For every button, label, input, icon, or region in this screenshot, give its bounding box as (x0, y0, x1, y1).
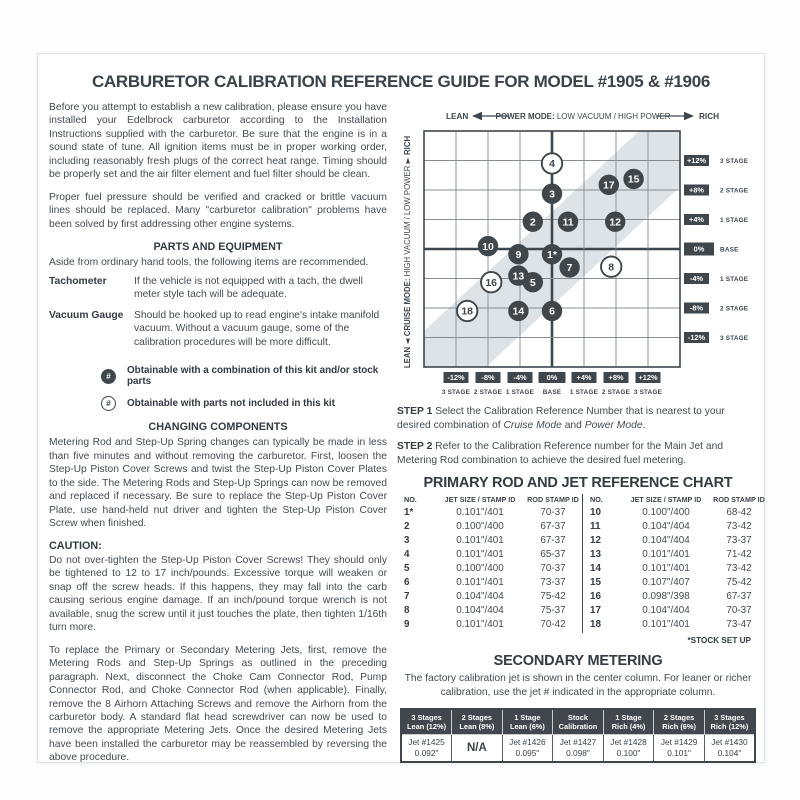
content-columns (49, 101, 765, 774)
svg-text:7: 7 (566, 262, 573, 275)
calibration-point (542, 153, 562, 173)
calibration-point (542, 183, 562, 203)
table-cell: 17 (583, 605, 623, 619)
step-paragraph: STEP 1 Select the Calibration Reference Number that is nearest to your desired combination of Cruise Mode and Power Mode. (397, 406, 725, 431)
svg-text:1 STAGE: 1 STAGE (720, 216, 749, 224)
svg-text:9: 9 (515, 248, 522, 261)
table-cell: 73-37 (540, 577, 566, 589)
right-column (397, 101, 765, 774)
header-line2: Lean (8%) (459, 722, 495, 732)
calibration-point (523, 212, 543, 232)
svg-text:+4%: +4% (576, 373, 592, 383)
jet-number: Jet #1426 (509, 737, 546, 748)
svg-text:8: 8 (608, 261, 615, 274)
svg-text:13: 13 (512, 270, 525, 283)
table-cell: 0.104"/404 (642, 535, 690, 547)
svg-text:-4%: -4% (513, 373, 527, 383)
primary-header-row (397, 494, 768, 507)
svg-text:2 STAGE: 2 STAGE (720, 187, 749, 195)
parts-item-desc: If the vehicle is not equipped with a tach, the dwell meter style tach will be adequate. (134, 275, 363, 301)
table-cell: 0.104"/404 (456, 591, 504, 603)
parts-item (49, 275, 387, 302)
header-line2: Rich (4%) (611, 722, 646, 732)
secondary-jet-cell (704, 734, 755, 762)
svg-text:14: 14 (512, 305, 525, 318)
table-cell: 67-37 (726, 591, 752, 603)
svg-text:1*: 1* (547, 248, 557, 261)
header-line1: Stock (567, 712, 589, 722)
secondary-body-row (401, 734, 755, 762)
svg-text:18: 18 (461, 305, 474, 318)
parts-intro: Aside from ordinary hand tools, the following items are recommended. (49, 257, 369, 269)
parts-item (49, 309, 387, 349)
svg-text:11: 11 (562, 216, 574, 229)
header-line2: Rich (12%) (710, 722, 749, 732)
primary-header-cell: NO. (583, 494, 623, 507)
secondary-jet-cell (553, 734, 604, 762)
jet-size: 0.100" (616, 748, 641, 759)
power-mode-axis-label (446, 112, 719, 121)
svg-text:16: 16 (485, 276, 498, 289)
table-cell: 73-47 (726, 619, 752, 631)
jet-size: 0.104" (717, 748, 742, 759)
table-cell: 12 (583, 535, 623, 549)
legend-row (101, 365, 387, 387)
secondary-jet-cell (401, 734, 452, 762)
table-row (397, 521, 768, 535)
table-cell: 0.100"/400 (456, 563, 504, 575)
secondary-header-cell (553, 709, 604, 734)
svg-text:5: 5 (529, 276, 536, 289)
secondary-header-cell (704, 709, 755, 734)
svg-text:2 STAGE: 2 STAGE (473, 389, 503, 396)
step-paragraph: STEP 2 Refer to the Calibration Reference number for the Main Jet and Metering Rod combination to achieve the desired fuel metering. (397, 441, 724, 466)
table-row (397, 591, 768, 605)
jet-size: 0.098" (566, 748, 590, 759)
svg-text:3 STAGE: 3 STAGE (720, 334, 749, 342)
legend-row (101, 396, 387, 411)
header-line2: Lean (6%) (509, 722, 545, 732)
table-row (397, 605, 768, 619)
legend-label: Obtainable with parts not included in this kit (127, 398, 335, 410)
page-title: CARBURETOR CALIBRATION REFERENCE GUIDE FOR MODEL #1905 & #1906 (91, 72, 711, 91)
intro-paragraph-2: Proper fuel pressure should be verified and cracked or brittle vacuum lines should be replaced. Many "carburetor calibration" problems have been solved by first addressing other engine systems. (49, 191, 387, 230)
jet-number: Jet #1429 (660, 737, 698, 748)
header-line2: Rich (6%) (662, 722, 696, 732)
svg-text:+12%: +12% (638, 373, 658, 383)
calibration-point (601, 257, 621, 277)
calibration-point (508, 301, 528, 321)
table-cell: 71-42 (726, 549, 752, 561)
svg-text:BASE: BASE (542, 389, 562, 396)
primary-header-cell: JET SIZE / STAMP ID (444, 495, 516, 505)
step-label: STEP 1 (397, 406, 433, 417)
cruise-mode-axis-label: LEAN ◄ CRUISE MODE: HIGH VACUUM / LOW POWER ► RICH (403, 135, 412, 369)
table-cell: 10 (583, 507, 623, 521)
svg-text:-8%: -8% (689, 303, 704, 313)
primary-rod-jet-table (397, 494, 768, 633)
table-cell: 18 (583, 619, 623, 633)
filled-number-icon: # (101, 369, 116, 384)
primary-header-cell: JET SIZE / STAMP ID (630, 495, 702, 505)
header-line1: 3 Stages (411, 712, 442, 722)
table-cell: 70-37 (540, 563, 566, 575)
caution-paragraph: Do not over-tighten the Step-Up Piston Cover Screws! They should only be tightened to 12 to 17 inch/pounds. Excessive torque will weaken or snap off the screw heads. If this happens, they may fall into the carb causing serious engine damage. If an inch/pound torque wrench is not available, snug the screw until it just touches the plate, then tighten 1/16th turn more. (49, 554, 387, 634)
secondary-header-row (401, 709, 755, 734)
header-line1: 3 Stages (714, 712, 745, 722)
table-row (397, 619, 768, 633)
legend-label: Obtainable with a combination of this kit and/or stock parts (127, 365, 379, 388)
table-cell: 0.104"/404 (642, 605, 690, 617)
svg-text:3 STAGE: 3 STAGE (441, 389, 471, 396)
calibration-point (542, 244, 562, 264)
table-cell: 67-37 (540, 535, 566, 547)
jet-size: 0.095" (515, 748, 540, 759)
outlined-number-icon: # (101, 396, 116, 411)
svg-text:15: 15 (627, 173, 640, 186)
table-cell: 11 (583, 521, 623, 535)
svg-text:+4%: +4% (689, 215, 704, 225)
calibration-point (481, 272, 501, 292)
svg-text:1 STAGE: 1 STAGE (505, 389, 535, 396)
table-cell: 16 (583, 591, 623, 605)
parts-item-term: Vacuum Gauge (49, 309, 124, 321)
left-column (49, 101, 387, 774)
header-line2: Calibration (558, 722, 598, 732)
calibration-point (508, 265, 528, 285)
secondary-intro: The factory calibration jet is shown in the center column. For leaner or richer calibration, use the jet # indicated in the appropriate column. (404, 673, 752, 698)
table-cell: 0.101"/401 (456, 619, 504, 631)
table-cell: 9 (404, 619, 410, 631)
svg-text:-4%: -4% (689, 274, 704, 284)
intro-paragraph-1: Before you attempt to establish a new calibration, please ensure you have installed your Edelbrock carburetor according to the Installation Instructions supplied with the carburetor. Be sure that the engine is in a sound state of tune. All ignition items must be in proper working order, including reasonably fresh plugs of the correct heat range. Timing should be properly set and the air filter element and fuel filter should be clean. (49, 102, 387, 181)
table-cell: 73-37 (726, 535, 752, 547)
table-cell: 75-37 (540, 605, 566, 617)
table-cell: 0.100"/400 (642, 507, 690, 519)
table-cell: 0.101"/401 (642, 563, 690, 575)
parts-item-list (49, 275, 387, 349)
svg-text:4: 4 (549, 158, 555, 171)
svg-text:+12%: +12% (686, 156, 707, 166)
header-line1: 1 Stage (615, 712, 642, 722)
jet-number: Jet #1427 (559, 737, 597, 748)
calibration-point (599, 175, 619, 195)
svg-text:1 STAGE: 1 STAGE (720, 275, 749, 283)
jet-size: 0.092" (414, 748, 439, 759)
secondary-metering-table (400, 708, 756, 763)
svg-text:0%: 0% (693, 244, 705, 254)
table-cell: 0.098"/398 (642, 591, 690, 603)
svg-text:2 STAGE: 2 STAGE (601, 389, 631, 396)
header-line2: Lean (12%) (407, 722, 447, 732)
calibration-point (623, 169, 643, 189)
table-cell: 70-37 (540, 507, 566, 519)
svg-text:-12%: -12% (447, 373, 465, 383)
svg-text:+8%: +8% (608, 373, 624, 383)
svg-text:3: 3 (549, 188, 555, 201)
table-cell: 0.101"/401 (642, 619, 690, 631)
table-cell: 6 (404, 577, 410, 589)
table-cell: 68-42 (726, 507, 752, 519)
secondary-header-cell (452, 709, 503, 734)
table-cell: 0.100"/400 (456, 521, 504, 533)
table-cell: 73-42 (726, 563, 752, 575)
parts-item-desc: Should be hooked up to read engine's intake manifold vacuum. Without a vacuum gauge, some of the calibration procedures will be more difficult. (134, 309, 380, 348)
svg-text:0%: 0% (546, 373, 558, 383)
secondary-header-cell (401, 709, 452, 734)
table-cell: 0.101"/401 (456, 549, 504, 561)
table-cell: 13 (583, 549, 623, 563)
changing-components-heading: CHANGING COMPONENTS (148, 421, 288, 434)
table-cell: 0.104"/404 (456, 605, 504, 617)
jet-size: 0.101" (667, 748, 691, 759)
svg-text:3 STAGE: 3 STAGE (720, 157, 749, 165)
svg-text:POWER MODE: LOW VACUUM / HIGH: POWER MODE: LOW VACUUM / HIGH POWER (495, 112, 671, 121)
jet-replacement-paragraph: To replace the Primary or Secondary Metering Jets, first, remove the Metering Rods and Step-Up Springs as outlined in the preceding paragraph. Next, disconnect the Choke Cam Connector Rod, Pump Connector Rod, and Choke Connector Rod (when applicable). Finally, remove the 8 Airhorn Attaching Screws and remove the Airhorn from the carburetor body. A standard flat head screwdriver can now be used to remove the appropriate Metering Jets. Once the desired Metering Jets have been installed the carburetor may be reassembled by reversing the above procedure. (49, 644, 387, 764)
primary-header-cell: ROD STAMP ID (713, 495, 765, 505)
calibration-steps (397, 405, 759, 467)
table-cell: 0.101"/401 (456, 577, 504, 589)
document-page (37, 53, 765, 763)
calibration-chart (397, 101, 759, 401)
table-cell: 75-42 (540, 591, 566, 603)
table-row (397, 577, 768, 591)
svg-text:2: 2 (529, 216, 536, 229)
jet-number: Jet #1430 (711, 737, 748, 748)
symbol-legend (101, 365, 387, 411)
secondary-metering-title: SECONDARY METERING (493, 653, 663, 670)
table-cell: 65-37 (540, 549, 566, 561)
primary-header-cell: NO. (404, 495, 417, 505)
header-line1: 1 Stage (514, 712, 541, 722)
secondary-jet-cell (654, 734, 705, 762)
header-line1: 2 Stages (663, 712, 695, 722)
jet-number: Jet #1428 (610, 737, 647, 748)
table-cell: 14 (583, 563, 623, 577)
svg-text:17: 17 (602, 179, 615, 192)
svg-text:-8%: -8% (481, 373, 495, 383)
parts-item-term: Tachometer (49, 275, 107, 287)
header-line1: 2 Stages (461, 712, 493, 722)
table-cell: 15 (583, 577, 623, 591)
x-axis-ticks (442, 372, 663, 396)
na-value: N/A (466, 741, 487, 754)
secondary-jet-cell (502, 734, 553, 762)
table-cell: 75-42 (726, 577, 752, 589)
svg-text:-12%: -12% (687, 333, 706, 343)
svg-text:+8%: +8% (689, 185, 704, 195)
secondary-header-cell (603, 709, 654, 734)
table-row (397, 549, 768, 563)
calibration-point (559, 257, 579, 277)
secondary-header-cell (502, 709, 553, 734)
primary-header-cell: ROD STAMP ID (527, 495, 579, 505)
calibration-point (605, 212, 625, 232)
table-cell: 70-42 (540, 619, 566, 631)
svg-text:LEAN: LEAN (446, 112, 469, 121)
calibration-point (542, 301, 562, 321)
step-label: STEP 2 (397, 441, 433, 453)
table-cell: 0.101"/401 (642, 549, 690, 561)
stock-setup-footnote: *STOCK SET UP (687, 636, 751, 646)
changing-paragraph: Metering Rod and Step-Up Spring changes can typically be made in less than five minutes and without removing the carburetor. First, loosen the Step-Up Piston Cover Screws and twist the Step-Up Piston Cover Plates to the side. The Metering Rods and Step-Up Springs can now be removed and replaced if necessary. Be sure to replace the Step-Up Piston Cover Plate, use hand-held nut driver and tighten the Step-Up Piston Cover Screw when finished. (49, 437, 387, 530)
table-cell: 5 (404, 563, 410, 575)
svg-text:1 STAGE: 1 STAGE (569, 389, 599, 396)
svg-text:3 STAGE: 3 STAGE (633, 389, 663, 396)
calibration-point (457, 301, 477, 321)
table-cell: 1* (404, 507, 414, 519)
table-cell: 0.101"/401 (456, 535, 504, 547)
table-cell: 73-42 (726, 521, 752, 533)
caution-heading: CAUTION: (49, 539, 102, 552)
svg-text:10: 10 (482, 240, 494, 253)
table-cell: 8 (404, 605, 410, 617)
table-row (397, 563, 768, 577)
y-axis-ticks (684, 155, 749, 343)
svg-text:12: 12 (609, 216, 622, 229)
table-cell: 7 (404, 591, 410, 603)
table-row (397, 535, 768, 549)
table-cell: 0.104"/404 (642, 521, 690, 533)
calibration-point (478, 236, 498, 256)
table-row (397, 507, 768, 521)
table-cell: 70-37 (726, 605, 752, 617)
table-cell: 4 (404, 549, 410, 561)
table-cell: 0.107"/407 (642, 577, 690, 589)
svg-text:RICH: RICH (699, 112, 720, 121)
table-cell: 0.101"/401 (456, 507, 504, 519)
table-cell: 2 (404, 521, 410, 533)
table-cell: 67-37 (540, 521, 566, 533)
svg-text:2 STAGE: 2 STAGE (720, 305, 749, 313)
svg-text:BASE: BASE (720, 246, 739, 254)
table-cell: 3 (404, 535, 410, 547)
secondary-jet-cell (603, 734, 654, 762)
svg-text:6: 6 (549, 305, 555, 318)
jet-number: Jet #1425 (408, 737, 445, 748)
secondary-header-cell (654, 709, 705, 734)
secondary-jet-cell (452, 734, 503, 762)
calibration-point (508, 244, 528, 264)
parts-equipment-heading: PARTS AND EQUIPMENT (153, 241, 283, 254)
primary-chart-title: PRIMARY ROD AND JET REFERENCE CHART (423, 475, 733, 492)
calibration-point (558, 212, 578, 232)
